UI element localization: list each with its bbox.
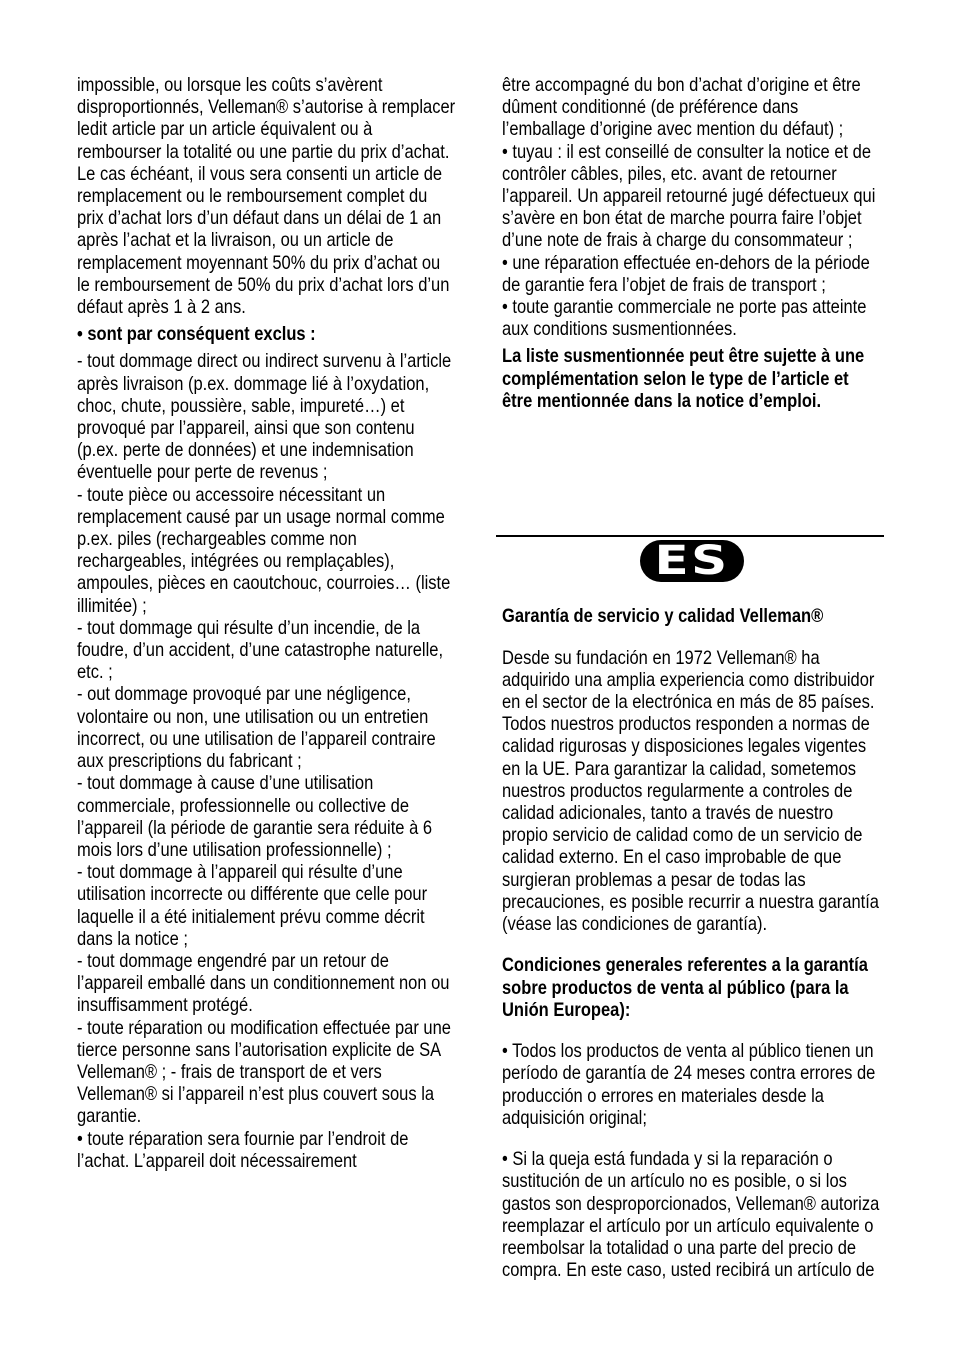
exclusion-disaster: - tout dommage qui résulte d’un incendie, de la foudre, d’un accident, d’une catastrophe naturelle, etc. ; xyxy=(77,617,444,684)
exclusion-packaging: - tout dommage engendré par un retour de l’appareil emballé dans un conditionnement non ou insuffisamment protégé. xyxy=(77,950,450,1017)
out-of-warranty-repair: • une réparation effectuée en-dehors de la période de garantie fera l’objet de frais de transport ; xyxy=(502,252,870,296)
exclusion-incorrect-use: - tout dommage à l’appareil qui résulte d’une utilisation incorrecte ou différente que celle pour laquelle il a été initialement prévu comme décrit dans la notice ; xyxy=(77,862,428,950)
section-divider xyxy=(496,535,884,537)
list-supplement-note: La liste susmentionnée peut être sujette à une complémentation selon le type de l’article et être mentionnée dans la notice d’emploi. xyxy=(502,346,865,412)
receipt-requirement: être accompagné du bon d’achat d’origine et être dûment conditionné (de préférence dans l’emballage d’origine avec mention du défaut) ; xyxy=(502,75,861,141)
spanish-language-badge: ES xyxy=(640,540,744,582)
left-column xyxy=(77,75,457,1173)
es-item-replacement: • Si la queja está fundada y si la reparación o sustitución de un artículo no es posible, o si los gastos son desproporcionados, Velleman® autoriza reemplazar el artículo por un artículo equivalente o reembolsar la totalidad o una parte del precio de compra. En este caso, usted recibirá un artículo de xyxy=(502,1149,880,1282)
es-heading-warranty: Garantía de servicio y calidad Velleman® xyxy=(502,606,824,628)
heading-exclusions: • sont par conséquent exclus : xyxy=(77,324,316,346)
es-heading-conditions: Condiciones generales referentes a la garantía sobre productos de venta al público (para la Unión Europea): xyxy=(502,955,868,1021)
exclusion-direct-damage: - tout dommage direct ou indirect survenu à l’article après livraison (p.ex. dommage lié à l’oxydation, choc, chute, poussière, sable, impureté…) et provoqué par l’appareil, ainsi que son contenu (p.ex. perte de données) et une indemnisation éventuelle pour perte de revenus ; xyxy=(77,351,452,484)
es-item-24-months: • Todos los productos de venta al público tienen un período de garantía de 24 meses contra errores de producción o errores en materiales desde la adquisición original; xyxy=(502,1041,876,1129)
es-paragraph-intro: Desde su fundación en 1972 Velleman® ha adquirido una amplia experiencia como distribuidor en el sector de la electrónica en más de 85 países. Todos nuestros productos responden a normas de calidad rigurosas y disposiciones legales vigentes en la UE. Para garantizar la calidad, sometemos nuestros productos regularmente a controles de calidad adicionales, tanto a través de nuestro propio servicio de calidad como de un servicio de calidad externo. En el caso improbable de que surgieran problemas a pesar de todas las precauciones, es posible recurrir a nuestra garantía (véase las condiciones de garantía). xyxy=(502,647,879,936)
commercial-warranty-note: • toute garantie commerciale ne porte pas atteinte aux conditions susmentionnées. xyxy=(502,297,867,341)
exclusion-commercial-use: - tout dommage à cause d’une utilisation commerciale, professionnelle ou collective de l’appareil (la période de garantie sera réduite à 6 mois lors d’une utilisation professionnelle) ; xyxy=(77,773,433,861)
exclusion-negligence: - out dommage provoqué par une négligence, volontaire ou non, une utilisation ou un entretien incorrect, ou une utilisation de l’appareil contraire aux prescriptions du fabricant ; xyxy=(77,684,436,773)
spanish-section xyxy=(502,587,882,1302)
exclusion-wear-parts: - toute pièce ou accessoire nécessitant un remplacement causé par un usage normal comme p.ex. piles (rechargeables comme non rechargeables, intégrées ou remplaçables), ampoules, pièces en caoutchouc, courroies… (liste illimitée) ; xyxy=(77,484,451,617)
tip-check-manual: • tuyau : il est conseillé de consulter la notice et de contrôler câbles, piles, etc. avant de retourner l’appareil. Un appareil retourné jugé défectueux qui s’avère en bon état de marche pourra faire l’objet d’une note de frais à charge du consommateur ; xyxy=(502,141,876,252)
paragraph-replacement-terms: impossible, ou lorsque les coûts s’avèrent disproportionnés, Velleman® s’autorise à remplacer ledit article par un article équivalent ou à rembourser la totalité ou une partie du prix d’achat. Le cas échéant, il vous sera consenti un article de remplacement ou le remboursement complet du prix d’achat lors d’un défaut dans un délai de 1 an après l’achat et la livraison, ou un article de remplacement moyennant 50% du prix d’achat ou le remboursement de 50% du prix d’achat lors d’un défaut après 1 à 2 ans. xyxy=(77,75,456,319)
exclusion-third-party-repair: - toute réparation ou modification effectuée par une tierce personne sans l’autorisation explicite de SA Velleman® ; - frais de transport de et vers Velleman® si l’appareil n’est plus couvert sous la garantie. xyxy=(77,1017,451,1128)
right-column xyxy=(502,75,882,413)
repair-location: • toute réparation sera fournie par l’endroit de l’achat. L’appareil doit nécessairement xyxy=(77,1128,409,1172)
